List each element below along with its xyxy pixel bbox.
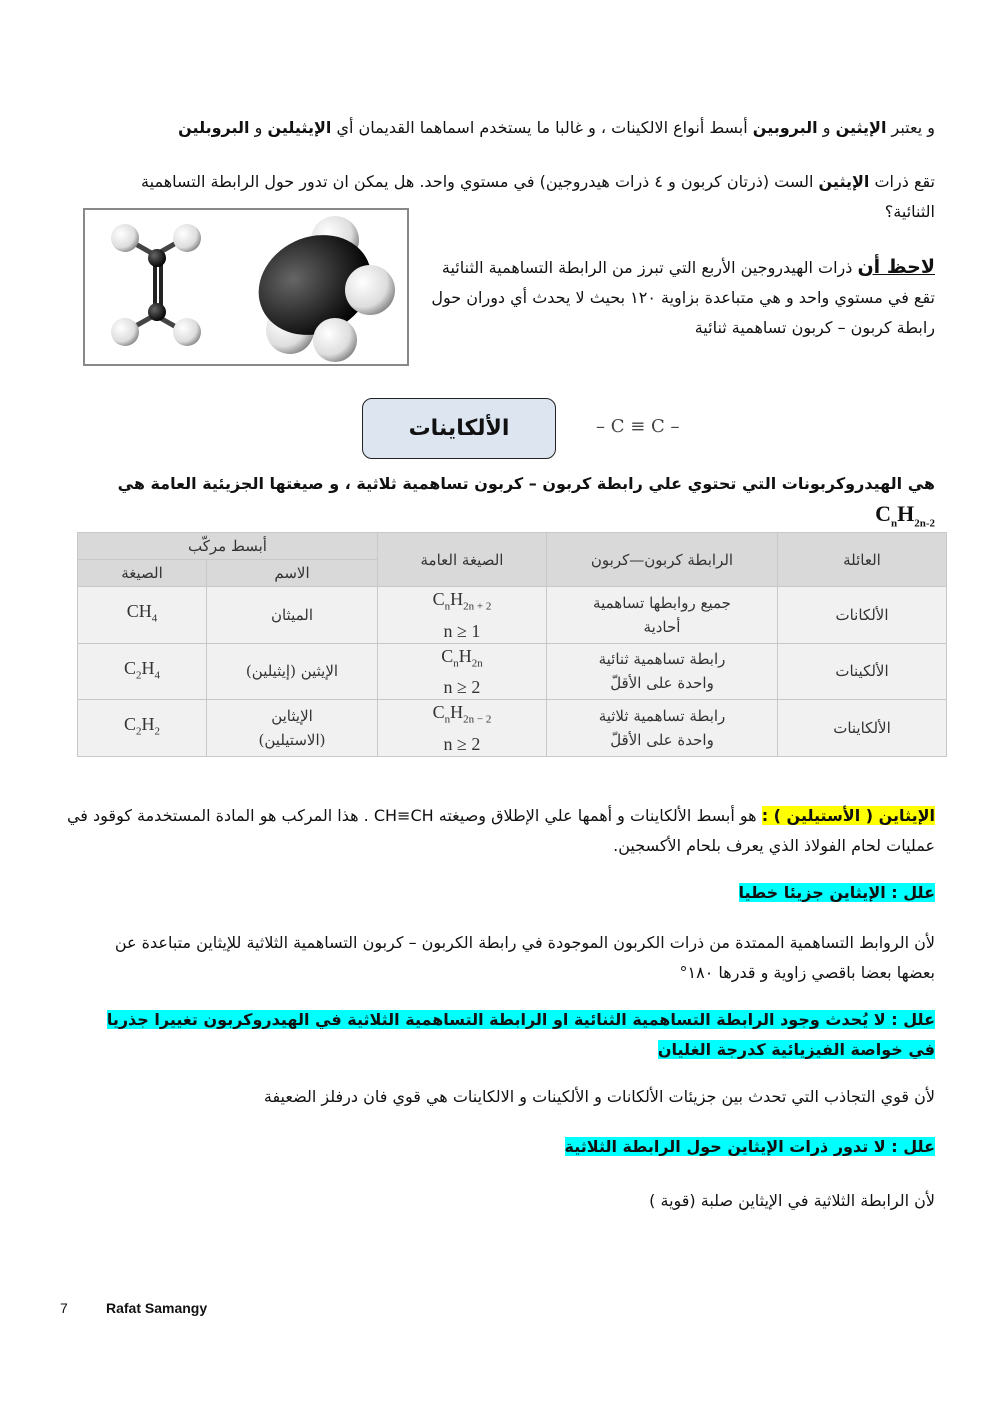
header-family: العائلة (778, 533, 947, 587)
name-cell: الإيثاين (الاستيلين) (207, 700, 378, 757)
section-title: الألكاينات (408, 416, 510, 441)
text: أبسط أنواع الالكينات ، و غالبا ما يستخدم اسماهما القديمان أي (331, 118, 753, 137)
triple-bond-formula: – C ≡ C – (596, 416, 680, 437)
header-simplest: أبسط مركّب (78, 533, 378, 560)
text: هو أبسط الألكاينات و أهمها علي الإطلاق وصيغته CH≡CH . هذا المركب هو المادة المستخدمة كوقود في عمليات لحام الفولاذ الذي يعرف بلحام الأكسجين. (66, 806, 935, 855)
header-name: الاسم (207, 560, 378, 587)
bond-cell: جميع روابطها تساهمية أحادية (547, 587, 778, 644)
general-formula: $C_nH_{2n-2}$ (875, 501, 935, 530)
table-row (78, 643, 947, 700)
bond-cell: رابطة تساهمية ثنائية واحدة على الأقلّ (547, 643, 778, 700)
general-formula-cell: $C_nH_{2n + 2}$ n ≥ 1 (378, 587, 547, 644)
header-general-formula: الصيغة العامة (378, 533, 547, 587)
text: و (249, 118, 268, 137)
section-title-box (362, 398, 556, 459)
name-cell: الإيثين (إيثيلين) (207, 643, 378, 700)
answer-text: لأن الروابط التساهمية الممتدة من ذرات الكربون الموجودة في رابطة الكربون – كربون التساهمية الثلاثية للإيثاين متباعدة عن بعضها بعضا باقصي زاوية و قدرها ١٨٠° (114, 933, 935, 982)
space-filling-model (242, 216, 395, 362)
term: الإيثين (835, 118, 887, 137)
term: البروبلين (178, 118, 250, 137)
answer-text: لأن الرابطة الثلاثية في الإيثاين صلبة (قوية ) (649, 1191, 935, 1210)
bond-cell: رابطة تساهمية ثلاثية واحدة على الأقلّ (547, 700, 778, 757)
table-row (78, 700, 947, 757)
header-bond: الرابطة كربون—كربون (547, 533, 778, 587)
question-text: علل : الإيثاين جزيئا خطيا (738, 883, 935, 902)
general-formula-cell: $C_nH_{2n}$ n ≥ 2 (378, 643, 547, 700)
note-label: لاحظ أن (857, 256, 935, 278)
author-name: Rafat Samangy (106, 1300, 208, 1316)
text: تقع ذرات (869, 172, 935, 191)
text: الست (ذرتان كربون و ٤ ذرات هيدروجين) في مستوي واحد. هل يمكن ان تدور حول الرابطة التساهمية الثنائية؟ (141, 172, 935, 221)
ethene-molecule-image (83, 208, 409, 366)
alkyne-definition (100, 469, 935, 538)
text: و (817, 118, 836, 137)
term: الإيثين (818, 172, 870, 191)
term: الإيثيلين (267, 118, 332, 137)
term: البروبين (752, 118, 818, 137)
general-formula-cell: $C_nH_{2n - 2}$ n ≥ 2 (378, 700, 547, 757)
ethyne-paragraph (60, 801, 935, 861)
text: هي الهيدروكربونات التي تحتوي علي رابطة كربون – كربون تساهمية ثلاثية ، و صيغتها الجزيئية العامة هي (117, 474, 935, 493)
family-cell: الألكاينات (778, 700, 947, 757)
ball-and-stick-model (111, 224, 201, 346)
formula-cell: $C_2H_2$ (78, 700, 207, 757)
answer-2 (100, 1082, 935, 1112)
answer-3 (100, 1186, 935, 1216)
name-cell: الميثان (207, 587, 378, 644)
formula-cell: $C_2H_4$ (78, 643, 207, 700)
text: و يعتبر (886, 118, 935, 137)
text: ذرات الهيدروجين الأربع التي تبرز من الرابطة التساهمية الثنائية تقع في مستوي واحد و هي متباعدة بزاوية ١٢٠ بحيث لا يحدث أي دوران حول رابطة كربون – كربون تساهمية ثنائية (431, 258, 935, 337)
family-cell: الألكينات (778, 643, 947, 700)
answer-1 (90, 928, 935, 988)
question-text: علل : لا يُحدث وجود الرابطة التساهمية الثنائية او الرابطة التساهمية الثلاثية في الهيدروكربون تغييرا جذريا في خواصة الفيزيائية كدرجة الغليان (106, 1010, 935, 1059)
answer-text: لأن قوي التجاذب التي تحدث بين جزيئات الألكانات و الألكينات و الالكاينات هي قوي فان درفلز الضعيفة (263, 1087, 935, 1106)
note-paragraph (420, 252, 935, 343)
intro-paragraph (100, 113, 935, 143)
formula-cell: $CH_4$ (78, 587, 207, 644)
question-3 (100, 1132, 935, 1162)
family-cell: الألكانات (778, 587, 947, 644)
question-2 (100, 1005, 935, 1065)
question-text: علل : لا تدور ذرات الإيثاين حول الرابطة الثلاثية (564, 1137, 935, 1156)
ethene-models-figure (85, 210, 407, 364)
question-1 (100, 878, 935, 908)
page-number: 7 (60, 1300, 68, 1316)
hydrocarbon-families-table (77, 532, 947, 757)
table-row (78, 587, 947, 644)
ethyne-label: الإيثاين ( الأستيلين ) : (761, 806, 935, 825)
header-formula: الصيغة (78, 560, 207, 587)
